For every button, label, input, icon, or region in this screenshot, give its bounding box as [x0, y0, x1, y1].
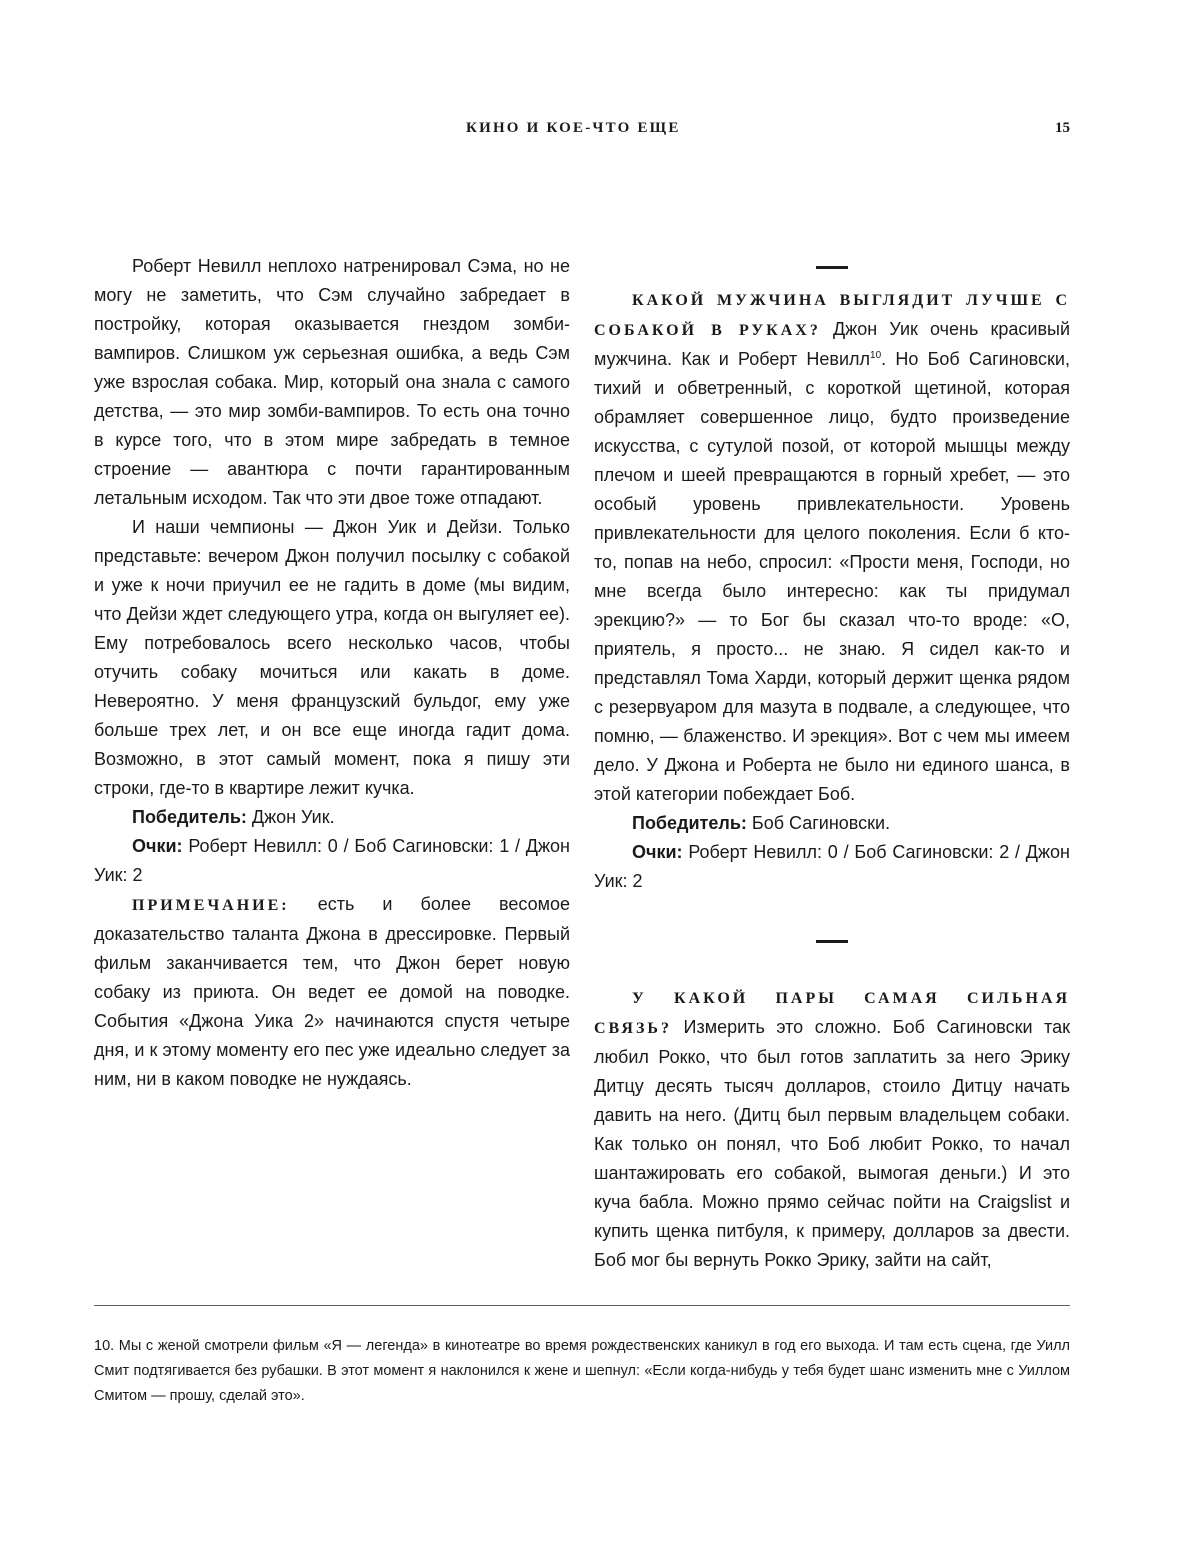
footnote: 10. Мы с женой смотрели фильм «Я — легенда» в кинотеатре во время рождественских каникул в год его выхода. И там есть сцена, где Уилл Смит подтягивается без рубашки. В этот момент я наклонился к жене и шепнул: «Если когда-нибудь у тебя будет шанс изменить мне с Уиллом Смитом — прошу, сделай это».	[94, 1338, 1070, 1404]
score-value: Роберт Невилл: 0 / Боб Сагиновски: 2 / Джон Уик: 2	[594, 842, 1070, 891]
paragraph: И наши чемпионы — Джон Уик и Дейзи. Только представьте: вечером Джон получил посылку с собакой и уже к ночи приучил ее не гадить в доме (мы видим, что Дейзи ждет следующего утра, когда он выгуляет ее). Ему потребовалось всего несколько часов, чтобы отучить собаку мочиться или какать в доме. Невероятно. У меня французский бульдог, ему уже больше трех лет, и он все еще иногда гадит дома. Возможно, в этот самый момент, пока я пишу эти строки, где-то в квартире лежит кучка.	[94, 517, 570, 798]
score-line	[94, 832, 570, 890]
running-head	[0, 118, 1193, 142]
winner-line	[94, 803, 570, 832]
winner-value: Джон Уик.	[246, 807, 335, 827]
score-label: Очки:	[132, 836, 183, 856]
paragraph: Роберт Невилл неплохо натренировал Сэма, но не могу не заметить, что Сэм случайно забредает в постройку, которая оказывается гнездом зомби-вампиров. Слишком уж серьезная ошибка, а ведь Сэм уже взрослая собака. Мир, который она знала с самого детства, — это мир зомби-вампиров. То есть она точно в курсе того, что в этом мире забредать в темное строение — авантюра с почти гарантированным летальным исходом. Так что эти двое тоже отпадают.	[94, 256, 570, 508]
winner-line	[594, 809, 1070, 838]
score-line	[594, 838, 1070, 896]
winner-value: Боб Сагиновски.	[746, 813, 891, 833]
section-text: Измерить это сложно. Боб Сагиновски так любил Рокко, что был готов заплатить за него Эрику Дитцу десять тысяч долларов, стоило Дитцу начать давить на него. (Дитц был первым владельцем собаки. Как только он понял, что Боб любит Рокко, то начал шантажировать его собакой, вымогая деньги.) И это куча бабла. Можно прямо сейчас пойти на Craigslist и купить щенка питбуля, к примеру, долларов за двести. Боб мог бы вернуть Рокко Эрику, зайти на сайт,	[594, 1017, 1070, 1270]
note-paragraph	[94, 890, 570, 1094]
right-column	[594, 252, 1070, 1275]
section-paragraph	[594, 285, 1070, 809]
section-paragraph	[594, 983, 1070, 1275]
note-text: есть и более весомое доказательство таланта Джона в дрессировке. Первый фильм заканчивается тем, что Джон берет новую собаку из приюта. Он ведет ее домой на поводке. События «Джона Уика 2» начинаются спустя четыре дня, и к этому моменту его пес уже идеально следует за ним, ни в каком поводке не нуждаясь.	[94, 894, 570, 1089]
section-heading: У КАКОЙ ПАРЫ САМАЯ СИЛЬНАЯ СВЯЗЬ?	[594, 990, 1070, 1037]
winner-label: Победитель:	[132, 807, 247, 827]
score-label: Очки:	[632, 842, 683, 862]
page-number: 15	[1055, 120, 1070, 136]
score-value: Роберт Невилл: 0 / Боб Сагиновски: 1 / Джон Уик: 2	[94, 836, 570, 885]
section-text: . Но Боб Сагиновски, тихий и обветренный, с короткой щетиной, которая обрамляет совершенное лицо, будто произведение искусства, с сутулой позой, от которой мышцы между плечом и шеей превращаются в горный хребет, — это особый уровень привлекательности. Уровень привлекательности для целого поколения. Если б кто-то, попав на небо, спросил: «Прости меня, Господи, но мне всегда было интересно: как ты придумал эрекцию?» — то Бог бы сказал что-то вроде: «О, приятель, я просто... не знаю. Я сидел как-то и представлял Тома Харди, который держит щенка рядом с резервуаром для мазута в подвале, а следующее, что помню, — блаженство. И эрекция». Вот с чем мы имеем дело. У Джона и Роберта не было ни единого шанса, в этой категории побеждает Боб.	[594, 349, 1070, 804]
running-title: КИНО И КОЕ-ЧТО ЕЩЕ	[466, 120, 681, 136]
footnote-ref: 10	[870, 350, 882, 361]
left-column	[94, 252, 570, 1094]
section-text: Джон Уик очень красивый мужчина. Как и Роберт Невилл	[594, 319, 1071, 369]
winner-label: Победитель:	[632, 813, 747, 833]
note-label: ПРИМЕЧАНИЕ:	[132, 897, 290, 914]
footnote-rule	[94, 1305, 1070, 1306]
section-heading: КАКОЙ МУЖЧИНА ВЫГЛЯДИТ ЛУЧШЕ С СОБАКОЙ В РУКАХ?	[594, 292, 1070, 339]
